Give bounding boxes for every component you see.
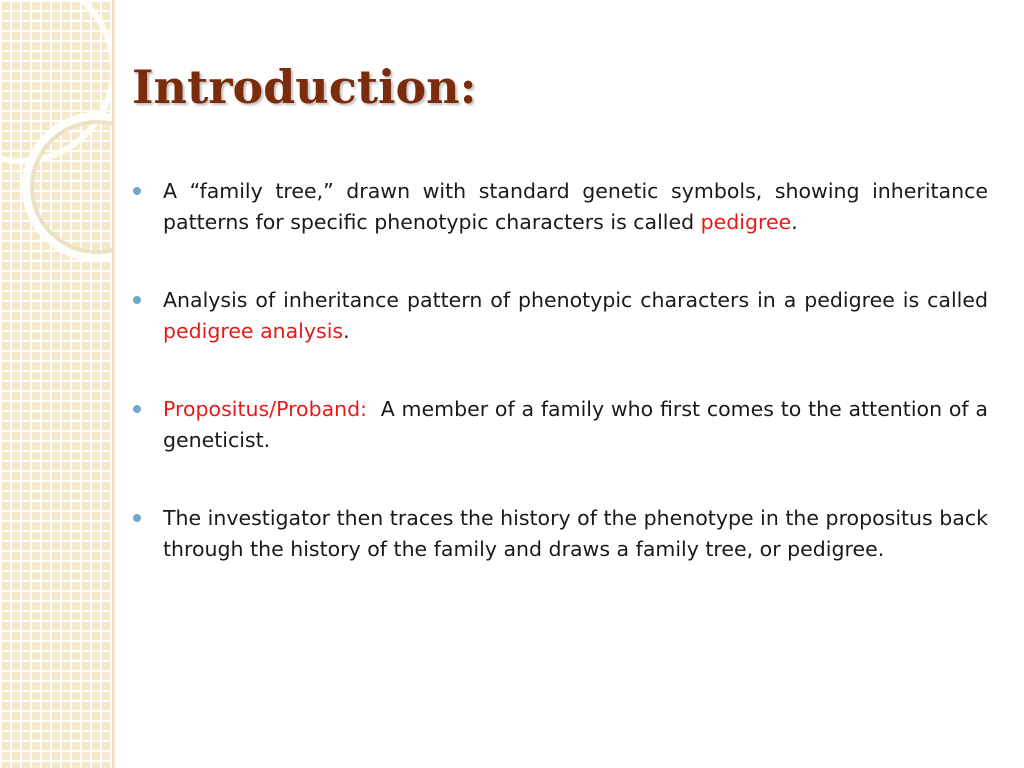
bullet-marker-icon [133,187,141,195]
bullet-item [163,176,988,238]
highlight-term: pedigree [700,210,792,234]
bullet-marker-icon [133,514,141,522]
bullet-item [163,503,988,565]
bullet-marker-icon [133,405,141,413]
highlight-term: Propositus/Proband: [163,397,368,421]
decorative-sidebar [0,0,112,768]
bullet-marker-icon [133,296,141,304]
bullet-list [163,176,988,612]
bullet-text: A member of a family who first comes to the attention of a geneticist. [163,397,988,452]
bullet-text: . [343,319,350,343]
highlight-term: pedigree analysis [163,319,344,343]
sidebar-edge [112,0,116,768]
bullet-text: . [791,210,798,234]
bullet-item [163,285,988,347]
bullet-item [163,394,988,456]
bullet-text: A “family tree,” drawn with standard genetic symbols, showing inheritance patterns for specific phenotypic characters is called [163,179,988,234]
slide-title: Introduction: [132,60,477,114]
bullet-text: The investigator then traces the history of the phenotype in the propositus back through the history of the family and draws a family tree, or pedigree. [163,506,988,561]
bullet-text: Analysis of inheritance pattern of phenotypic characters in a pedigree is called [163,288,988,312]
